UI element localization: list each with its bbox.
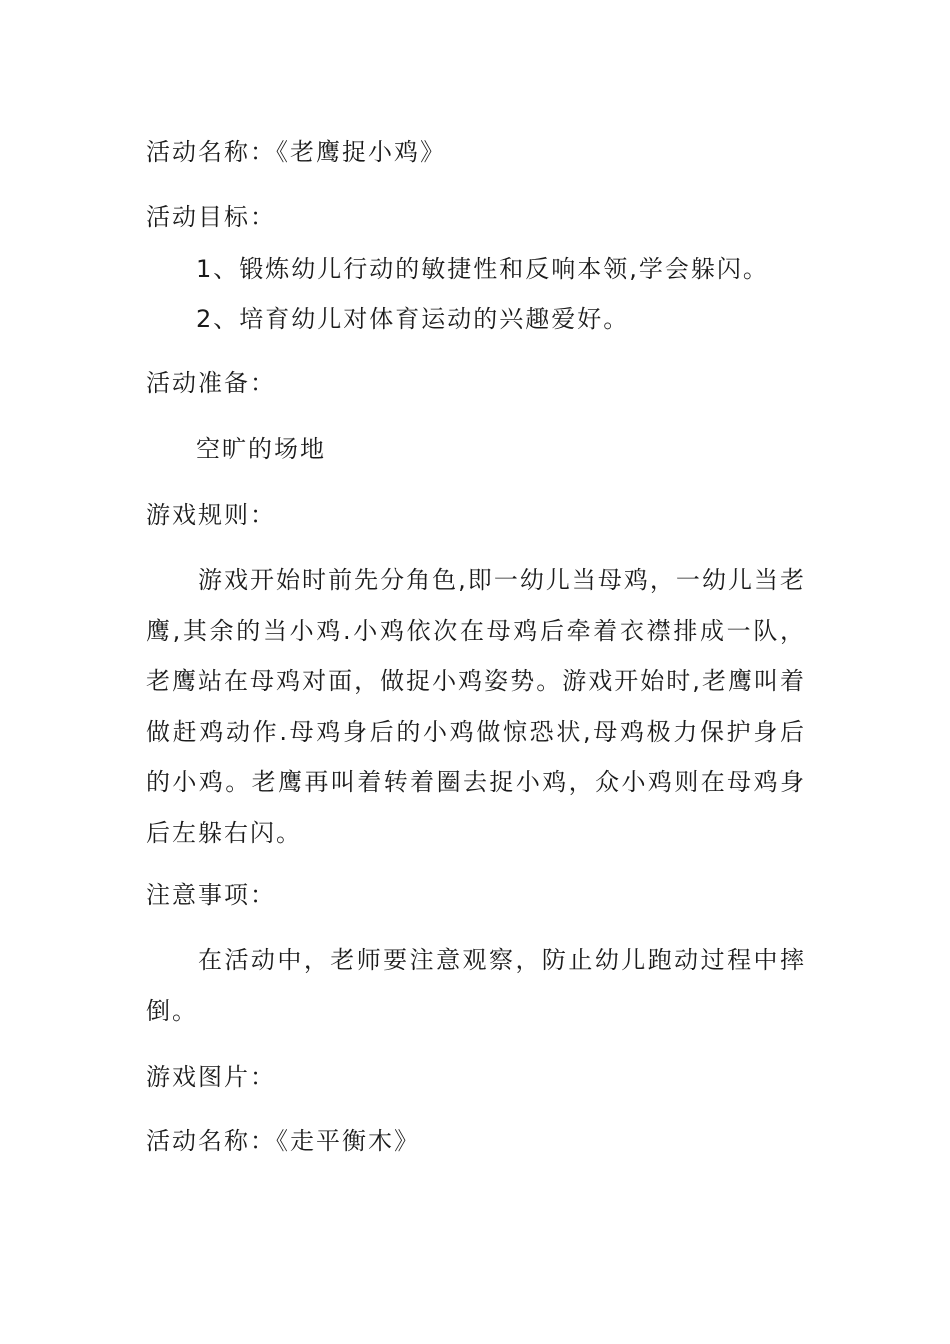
rules-heading: 游戏规则：	[146, 501, 276, 529]
goal-heading: 活动目标：	[146, 203, 276, 231]
activity-title-2: 活动名称：《走平衡木》	[146, 1127, 420, 1155]
notes-heading: 注意事项：	[146, 881, 276, 909]
activity-title: 活动名称：《老鹰捉小鸡》	[146, 138, 446, 166]
prep-text: 空旷的场地	[196, 435, 326, 463]
pictures-heading: 游戏图片：	[146, 1063, 276, 1091]
notes-paragraph: 在活动中，老师要注意观察，防止幼儿跑动过程中摔倒。	[146, 946, 806, 1025]
rules-paragraph: 游戏开始时前先分角色,即一幼儿当母鸡，一幼儿当老鹰,其余的当小鸡.小鸡依次在母鸡后牵着衣襟排成一队，老鹰站在母鸡对面，做捉小鸡姿势。游戏开始时,老鹰叫着做赶鸡动作.母鸡身后的小鸡做惊恐状,母鸡极力保护身后的小鸡。老鹰再叫着转着圈去捉小鸡，众小鸡则在母鸡身后左躲右闪。	[146, 566, 806, 847]
goal-item-2: 2、培育幼儿对体育运动的兴趣爱好。	[196, 305, 630, 333]
prep-heading: 活动准备：	[146, 369, 276, 397]
goal-item-1: 1、锻炼幼儿行动的敏捷性和反响本领,学会躲闪。	[196, 255, 769, 283]
